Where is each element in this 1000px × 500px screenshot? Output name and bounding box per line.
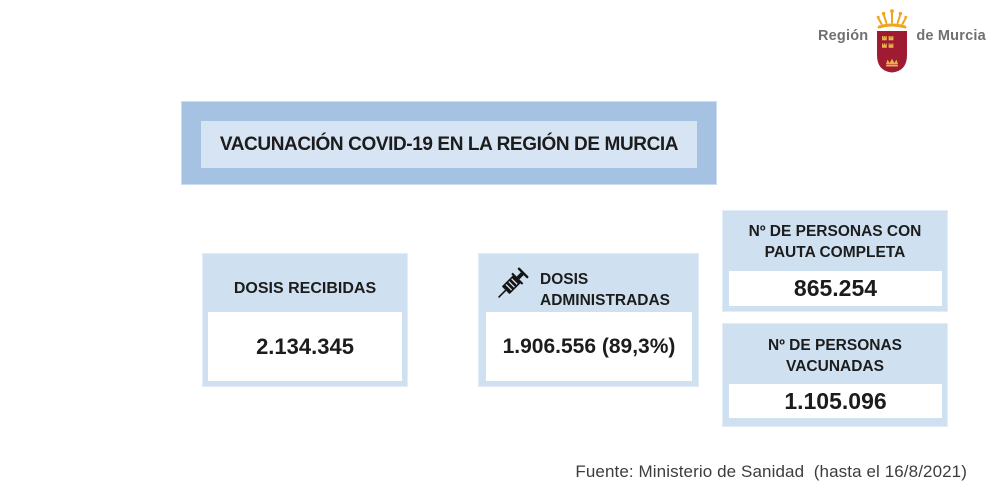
card-pauta-completa-value: 865.254: [793, 275, 878, 301]
card-dosis-administradas-value-box: [486, 312, 692, 381]
page-title: VACUNACIÓN COVID-19 EN LA REGIÓN DE MURCIA: [219, 133, 679, 155]
card-dosis-recibidas-value: 2.134.345: [256, 333, 354, 359]
card-dosis-recibidas: [202, 253, 408, 387]
card-dosis-administradas-label: DOSIS ADMINISTRADAS: [540, 271, 671, 309]
card-dosis-recibidas-label: DOSIS RECIBIDAS: [233, 280, 377, 297]
card-pauta-completa-value-box: [729, 271, 942, 306]
card-personas-vacunadas: [722, 323, 948, 427]
card-personas-vacunadas-label: Nº DE PERSONAS VACUNADAS: [768, 337, 902, 375]
syringe-icon: [492, 264, 532, 309]
card-dosis-administradas-header: [479, 254, 698, 311]
murcia-coat-of-arms-icon: [875, 8, 909, 79]
card-pauta-completa-label: Nº DE PERSONAS CON PAUTA COMPLETA: [748, 223, 922, 261]
region-murcia-logo: [818, 8, 986, 79]
title-banner-inner: [201, 121, 697, 168]
logo-region-text: Región: [818, 28, 869, 44]
card-dosis-administradas: [478, 253, 699, 387]
title-banner: [181, 101, 717, 185]
logo-de-murcia-text: de Murcia: [916, 28, 986, 44]
card-personas-vacunadas-value: 1.105.096: [784, 387, 887, 414]
card-dosis-administradas-value: 1.906.556 (89,3%): [502, 334, 676, 358]
card-personas-vacunadas-value-box: [729, 384, 942, 418]
source-note: Fuente: Ministerio de Sanidad (hasta el 16/8/2021): [575, 462, 967, 481]
card-dosis-recibidas-value-box: [208, 312, 402, 381]
card-pauta-completa: [722, 210, 948, 312]
